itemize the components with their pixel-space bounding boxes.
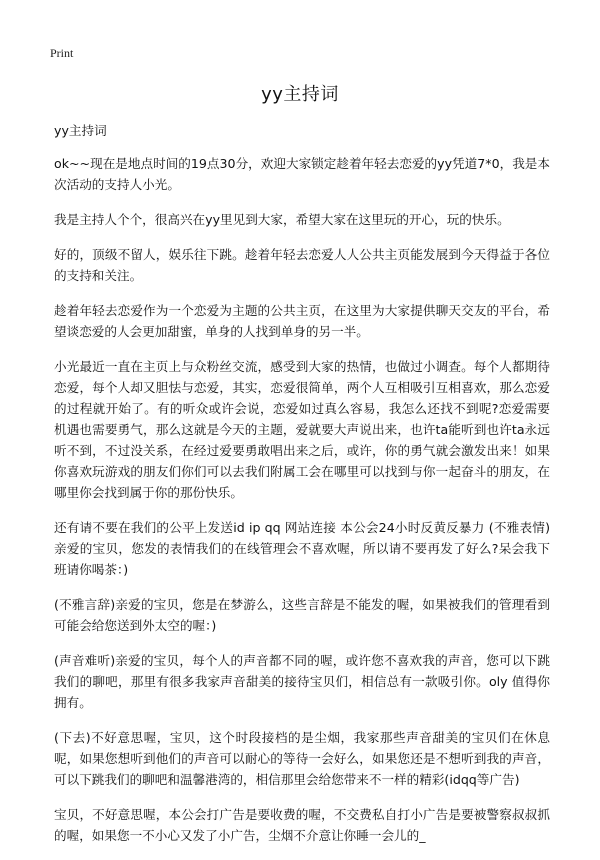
- paragraph: 趁着年轻去恋爱作为一个恋爱为主题的公共主页，在这里为大家提供聊天交友的平台，希望谈恋爱的人会更加甜蜜，单身的人找到单身的另一半。: [54, 303, 550, 339]
- paragraph: 我是主持人个个，很高兴在yy里见到大家，希望大家在这里玩的开心，玩的快乐。: [54, 212, 510, 227]
- paragraph: (不雅言辞)亲爱的宝贝，您是在梦游么，这些言辞是不能发的喔，如果被我们的管理看到可能会给您送到外太空的喔：): [54, 597, 550, 633]
- paragraph: ok~~现在是地点时间的19点30分，欢迎大家锁定趁着年轻去恋爱的yy凭道7*0，我是本次活动的支持人小光。: [54, 156, 550, 192]
- paragraph: 宝贝，不好意思喔，本公会打广告是要收费的喔，不交费私自打小广告是要被警察叔叔抓的喔，如果您一不小心又发了小广告，尘烟不介意让你睡一会儿的_: [54, 807, 550, 843]
- document-body: [54, 120, 550, 860]
- paragraph: 好的，顶级不留人，娱乐往下跳。趁着年轻去恋爱人人公共主页能发展到今天得益于各位的支持和关注。: [54, 247, 550, 283]
- paragraph: (下去)不好意思喔，宝贝，这个时段接档的是尘烟，我家那些声音甜美的宝贝们在休息呢，如果您想听到他们的声音可以耐心的等待一会好么，如果您还是不想听到我的声音，可以下跳我们的聊吧和温馨港湾的，相信那里会给您带来不一样的精彩(idqq等广告): [54, 730, 550, 787]
- paragraph: 小光最近一直在主页上与众粉丝交流，感受到大家的热情，也做过小调查。每个人都期待恋爱，每个人却又胆怯与恋爱，其实，恋爱很简单，两个人互相吸引互相喜欢，那么恋爱的过程就开始了。有的听众或许会说，恋爱如过真么容易，我怎么还找不到呢?恋爱需要机遇也需要勇气，那么这就是今天的主题，爱就要大声说出来，也许ta能听到也许ta永远听不到，不过没关系，在经过爱要勇敢唱出来之后，或许，你的勇气就会激发出来！如果你喜欢玩游戏的朋友们你们可以去我们附属工会在哪里可以找到与你一起奋斗的朋友，在哪里你会找到属于你的那份快乐。: [54, 359, 550, 500]
- paragraph: (声音难听)亲爱的宝贝，每个人的声音都不同的喔，或许您不喜欢我的声音，您可以下跳我们的聊吧，那里有很多我家声音甜美的接待宝贝们，相信总有一款吸引你。oly 值得你拥有。: [54, 653, 550, 710]
- document-subtitle: yy主持词: [54, 123, 107, 138]
- page-title: yy主持词: [261, 84, 339, 105]
- paragraph: 还有请不要在我们的公平上发送id ip qq 网站连接 本公会24小时反黄反暴力 (不雅表情)亲爱的宝贝，您发的表情我们的在线管理会不喜欢喔，所以请不要再发了好么?呆会我下班请你喝茶：): [54, 520, 550, 577]
- print-link[interactable]: Print: [50, 46, 74, 60]
